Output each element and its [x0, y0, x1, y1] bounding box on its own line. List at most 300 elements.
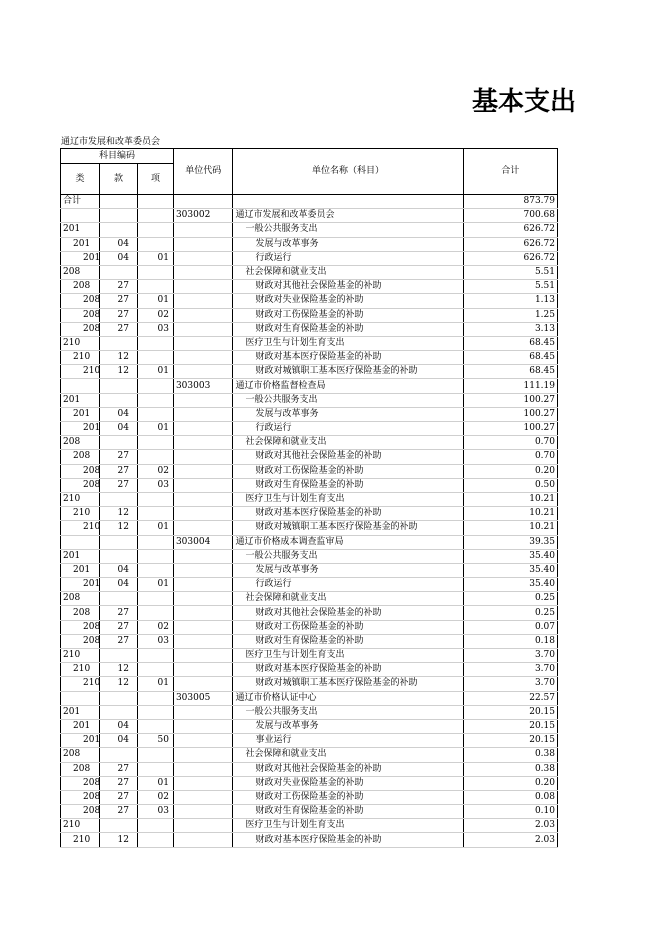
cell-total: 0.70: [463, 436, 558, 450]
header-xiang: 项: [138, 164, 174, 195]
cell-lei: 210: [61, 819, 100, 833]
cell-total: 20.15: [463, 719, 558, 733]
cell-unit-name: 通辽市价格认证中心: [233, 691, 463, 705]
cell-kuan: 27: [100, 450, 138, 464]
cell-unit-code: [173, 776, 233, 790]
cell-unit-name: 财政对城镇职工基本医疗保险基金的补助: [233, 521, 463, 535]
cell-xiang: [138, 592, 174, 606]
cell-lei: 210: [61, 677, 100, 691]
cell-total: 0.38: [463, 748, 558, 762]
cell-unit-code: [173, 606, 233, 620]
table-row: [61, 209, 558, 223]
cell-unit-code: [173, 790, 233, 804]
header-subject-code: 科目编码: [61, 149, 174, 164]
cell-unit-code: [173, 450, 233, 464]
cell-total: 626.72: [463, 223, 558, 237]
cell-unit-code: [173, 336, 233, 350]
cell-unit-name: 财政对城镇职工基本医疗保险基金的补助: [233, 365, 463, 379]
cell-unit-code: [173, 195, 233, 209]
cell-unit-name: 一般公共服务支出: [233, 223, 463, 237]
header-kuan: 款: [100, 164, 138, 195]
table-row: [61, 620, 558, 634]
table-row: [61, 592, 558, 606]
cell-unit-name: 行政运行: [233, 578, 463, 592]
table-row: [61, 450, 558, 464]
table-row: [61, 322, 558, 336]
header-unit-code: 单位代码: [173, 149, 233, 195]
table-row: [61, 308, 558, 322]
table-row: [61, 351, 558, 365]
cell-unit-code: [173, 478, 233, 492]
cell-kuan: 27: [100, 790, 138, 804]
table-row: [61, 663, 558, 677]
cell-kuan: [100, 195, 138, 209]
cell-lei: 210: [61, 663, 100, 677]
table-row: [61, 507, 558, 521]
cell-total: 5.51: [463, 280, 558, 294]
cell-unit-name: 财政对工伤保险基金的补助: [233, 308, 463, 322]
cell-kuan: 27: [100, 280, 138, 294]
cell-xiang: 02: [138, 308, 174, 322]
cell-kuan: 04: [100, 422, 138, 436]
cell-unit-code: [173, 649, 233, 663]
cell-unit-code: 303005: [173, 691, 233, 705]
cell-lei: 201: [61, 407, 100, 421]
cell-unit-name: 社会保障和就业支出: [233, 592, 463, 606]
cell-lei: 208: [61, 776, 100, 790]
cell-kuan: 04: [100, 734, 138, 748]
cell-lei: 208: [61, 762, 100, 776]
cell-unit-name: 财政对基本医疗保险基金的补助: [233, 351, 463, 365]
cell-unit-name: 一般公共服务支出: [233, 549, 463, 563]
cell-lei: 201: [61, 422, 100, 436]
cell-xiang: [138, 223, 174, 237]
cell-total: 700.68: [463, 209, 558, 223]
cell-xiang: [138, 209, 174, 223]
table-row: [61, 563, 558, 577]
cell-lei: 210: [61, 649, 100, 663]
cell-kuan: 12: [100, 351, 138, 365]
cell-xiang: 01: [138, 251, 174, 265]
cell-xiang: [138, 649, 174, 663]
table-row: [61, 734, 558, 748]
cell-kuan: 12: [100, 663, 138, 677]
cell-kuan: [100, 265, 138, 279]
table-row: [61, 762, 558, 776]
cell-lei: 201: [61, 719, 100, 733]
cell-kuan: [100, 379, 138, 393]
cell-unit-code: 303003: [173, 379, 233, 393]
cell-kuan: 12: [100, 833, 138, 847]
table-row: [61, 719, 558, 733]
cell-total: 626.72: [463, 251, 558, 265]
table-row: [61, 379, 558, 393]
cell-unit-name: 财政对生育保险基金的补助: [233, 322, 463, 336]
table-row: [61, 492, 558, 506]
cell-unit-name: [233, 195, 463, 209]
cell-total: 0.25: [463, 606, 558, 620]
cell-unit-name: 通辽市价格监督检查局: [233, 379, 463, 393]
budget-table: [60, 148, 558, 848]
cell-unit-code: [173, 563, 233, 577]
cell-unit-name: 发展与改革事务: [233, 719, 463, 733]
cell-total: 0.10: [463, 805, 558, 819]
cell-total: 2.03: [463, 819, 558, 833]
cell-unit-name: 医疗卫生与计划生育支出: [233, 336, 463, 350]
cell-kuan: 27: [100, 322, 138, 336]
cell-xiang: [138, 535, 174, 549]
cell-lei: 210: [61, 492, 100, 506]
cell-unit-name: 发展与改革事务: [233, 563, 463, 577]
cell-kuan: [100, 535, 138, 549]
cell-lei: 208: [61, 464, 100, 478]
cell-unit-name: 财政对生育保险基金的补助: [233, 805, 463, 819]
cell-kuan: 04: [100, 578, 138, 592]
cell-lei: 210: [61, 507, 100, 521]
cell-total: 10.21: [463, 521, 558, 535]
cell-kuan: [100, 748, 138, 762]
cell-kuan: 27: [100, 634, 138, 648]
cell-xiang: 01: [138, 776, 174, 790]
cell-total: 5.51: [463, 265, 558, 279]
cell-unit-name: 通辽市价格成本调查监审局: [233, 535, 463, 549]
cell-kuan: [100, 393, 138, 407]
cell-xiang: [138, 705, 174, 719]
cell-kuan: [100, 209, 138, 223]
cell-kuan: [100, 691, 138, 705]
cell-xiang: 01: [138, 677, 174, 691]
cell-unit-code: [173, 422, 233, 436]
cell-total: 22.57: [463, 691, 558, 705]
cell-xiang: [138, 265, 174, 279]
cell-lei: 208: [61, 436, 100, 450]
cell-xiang: 02: [138, 620, 174, 634]
cell-total: 0.08: [463, 790, 558, 804]
cell-xiang: [138, 195, 174, 209]
cell-total: 1.13: [463, 294, 558, 308]
cell-lei: 208: [61, 294, 100, 308]
cell-kuan: 27: [100, 464, 138, 478]
cell-total: 0.50: [463, 478, 558, 492]
cell-lei: [61, 209, 100, 223]
cell-lei: 208: [61, 620, 100, 634]
cell-kuan: 04: [100, 563, 138, 577]
cell-kuan: 04: [100, 237, 138, 251]
table-row: [61, 280, 558, 294]
table-row: [61, 223, 558, 237]
cell-unit-name: 财政对其他社会保险基金的补助: [233, 280, 463, 294]
cell-unit-name: 发展与改革事务: [233, 237, 463, 251]
header-lei: 类: [61, 164, 100, 195]
cell-lei: 210: [61, 336, 100, 350]
cell-unit-name: 医疗卫生与计划生育支出: [233, 819, 463, 833]
cell-lei: 208: [61, 478, 100, 492]
cell-unit-code: [173, 280, 233, 294]
cell-xiang: 02: [138, 464, 174, 478]
table-row: [61, 521, 558, 535]
cell-xiang: [138, 351, 174, 365]
cell-xiang: [138, 393, 174, 407]
report-title: 基本支出: [472, 87, 577, 117]
cell-kuan: 27: [100, 308, 138, 322]
table-row: [61, 634, 558, 648]
table-row: [61, 478, 558, 492]
cell-unit-code: 303004: [173, 535, 233, 549]
table-row: [61, 464, 558, 478]
cell-unit-name: 财政对生育保险基金的补助: [233, 634, 463, 648]
cell-lei: 合计: [61, 195, 100, 209]
cell-total: 111.19: [463, 379, 558, 393]
cell-lei: 201: [61, 251, 100, 265]
cell-unit-code: [173, 223, 233, 237]
cell-unit-name: 财政对工伤保险基金的补助: [233, 620, 463, 634]
cell-total: 39.35: [463, 535, 558, 549]
cell-xiang: [138, 549, 174, 563]
cell-unit-name: 财政对失业保险基金的补助: [233, 776, 463, 790]
cell-unit-code: [173, 492, 233, 506]
cell-unit-code: [173, 663, 233, 677]
cell-lei: 208: [61, 265, 100, 279]
cell-total: 3.70: [463, 649, 558, 663]
cell-kuan: 27: [100, 294, 138, 308]
table-row: [61, 833, 558, 847]
cell-lei: 208: [61, 805, 100, 819]
cell-total: 0.38: [463, 762, 558, 776]
organization-name: 通辽市发展和改革委员会: [61, 137, 161, 147]
cell-lei: 208: [61, 308, 100, 322]
cell-total: 20.15: [463, 705, 558, 719]
cell-xiang: [138, 691, 174, 705]
cell-unit-name: 财政对城镇职工基本医疗保险基金的补助: [233, 677, 463, 691]
cell-kuan: [100, 223, 138, 237]
cell-lei: 201: [61, 563, 100, 577]
table-row: [61, 705, 558, 719]
cell-lei: 210: [61, 365, 100, 379]
cell-unit-name: 财政对生育保险基金的补助: [233, 478, 463, 492]
cell-xiang: [138, 450, 174, 464]
cell-xiang: [138, 407, 174, 421]
cell-unit-code: [173, 265, 233, 279]
cell-total: 100.27: [463, 422, 558, 436]
table-row: [61, 436, 558, 450]
cell-unit-code: [173, 464, 233, 478]
cell-total: 0.20: [463, 464, 558, 478]
cell-unit-code: 303002: [173, 209, 233, 223]
cell-xiang: 01: [138, 422, 174, 436]
table-row: [61, 677, 558, 691]
table-row: [61, 365, 558, 379]
cell-kuan: [100, 705, 138, 719]
cell-unit-code: [173, 705, 233, 719]
cell-kuan: 27: [100, 776, 138, 790]
cell-unit-code: [173, 549, 233, 563]
cell-total: 0.70: [463, 450, 558, 464]
cell-unit-name: 发展与改革事务: [233, 407, 463, 421]
cell-unit-name: 财政对工伤保险基金的补助: [233, 464, 463, 478]
cell-total: 35.40: [463, 549, 558, 563]
cell-unit-name: 事业运行: [233, 734, 463, 748]
cell-lei: [61, 379, 100, 393]
cell-lei: 201: [61, 705, 100, 719]
cell-kuan: 27: [100, 805, 138, 819]
cell-total: 1.25: [463, 308, 558, 322]
cell-unit-name: 一般公共服务支出: [233, 393, 463, 407]
cell-unit-name: 行政运行: [233, 251, 463, 265]
cell-total: 3.13: [463, 322, 558, 336]
cell-kuan: 04: [100, 407, 138, 421]
cell-unit-name: 医疗卫生与计划生育支出: [233, 492, 463, 506]
table-row: [61, 251, 558, 265]
cell-unit-name: 医疗卫生与计划生育支出: [233, 649, 463, 663]
cell-unit-code: [173, 351, 233, 365]
cell-kuan: [100, 649, 138, 663]
cell-xiang: 03: [138, 322, 174, 336]
cell-unit-code: [173, 521, 233, 535]
cell-unit-name: 财政对其他社会保险基金的补助: [233, 450, 463, 464]
cell-total: 2.03: [463, 833, 558, 847]
cell-kuan: [100, 492, 138, 506]
cell-unit-code: [173, 719, 233, 733]
cell-xiang: [138, 436, 174, 450]
table-row: [61, 606, 558, 620]
cell-unit-code: [173, 620, 233, 634]
cell-xiang: 50: [138, 734, 174, 748]
cell-kuan: 12: [100, 677, 138, 691]
cell-lei: 208: [61, 322, 100, 336]
table-row: [61, 336, 558, 350]
cell-unit-code: [173, 237, 233, 251]
cell-lei: 208: [61, 450, 100, 464]
cell-lei: 208: [61, 748, 100, 762]
cell-xiang: [138, 336, 174, 350]
cell-total: 68.45: [463, 365, 558, 379]
cell-unit-name: 财政对基本医疗保险基金的补助: [233, 833, 463, 847]
cell-total: 68.45: [463, 336, 558, 350]
cell-lei: 208: [61, 790, 100, 804]
cell-unit-code: [173, 677, 233, 691]
cell-unit-code: [173, 578, 233, 592]
cell-total: 3.70: [463, 677, 558, 691]
cell-total: 20.15: [463, 734, 558, 748]
table-row: [61, 393, 558, 407]
cell-lei: 208: [61, 634, 100, 648]
cell-xiang: 03: [138, 634, 174, 648]
cell-xiang: 02: [138, 790, 174, 804]
table-row: [61, 578, 558, 592]
cell-unit-name: 财政对失业保险基金的补助: [233, 294, 463, 308]
table-row: [61, 691, 558, 705]
cell-xiang: [138, 819, 174, 833]
table-row: [61, 265, 558, 279]
cell-lei: 201: [61, 237, 100, 251]
cell-lei: [61, 535, 100, 549]
table-row: [61, 649, 558, 663]
cell-lei: [61, 691, 100, 705]
cell-xiang: 01: [138, 521, 174, 535]
cell-xiang: [138, 748, 174, 762]
cell-kuan: 04: [100, 719, 138, 733]
cell-total: 100.27: [463, 393, 558, 407]
cell-xiang: 03: [138, 478, 174, 492]
cell-kuan: 12: [100, 507, 138, 521]
cell-unit-code: [173, 407, 233, 421]
table-row: [61, 748, 558, 762]
cell-unit-code: [173, 308, 233, 322]
cell-total: 0.18: [463, 634, 558, 648]
cell-unit-name: 财政对其他社会保险基金的补助: [233, 606, 463, 620]
cell-lei: 210: [61, 351, 100, 365]
table-row: [61, 819, 558, 833]
cell-xiang: [138, 507, 174, 521]
cell-xiang: [138, 379, 174, 393]
cell-unit-code: [173, 833, 233, 847]
cell-xiang: 01: [138, 365, 174, 379]
table-row: [61, 407, 558, 421]
cell-lei: 210: [61, 521, 100, 535]
cell-unit-name: 社会保障和就业支出: [233, 436, 463, 450]
cell-unit-name: 行政运行: [233, 422, 463, 436]
cell-total: 873.79: [463, 195, 558, 209]
cell-lei: 201: [61, 578, 100, 592]
cell-kuan: [100, 819, 138, 833]
cell-xiang: [138, 719, 174, 733]
cell-total: 100.27: [463, 407, 558, 421]
cell-xiang: [138, 762, 174, 776]
cell-kuan: 12: [100, 365, 138, 379]
cell-unit-code: [173, 251, 233, 265]
cell-unit-code: [173, 322, 233, 336]
cell-total: 0.20: [463, 776, 558, 790]
table-row: [61, 237, 558, 251]
table-row: [61, 294, 558, 308]
table-row: [61, 195, 558, 209]
cell-xiang: [138, 237, 174, 251]
table-row: [61, 805, 558, 819]
cell-total: 10.21: [463, 492, 558, 506]
cell-kuan: 27: [100, 620, 138, 634]
cell-unit-code: [173, 592, 233, 606]
header-row: [61, 149, 558, 164]
cell-kuan: [100, 436, 138, 450]
table-row: [61, 549, 558, 563]
cell-lei: 201: [61, 734, 100, 748]
cell-kuan: 27: [100, 606, 138, 620]
cell-lei: 201: [61, 393, 100, 407]
cell-xiang: [138, 833, 174, 847]
cell-total: 3.70: [463, 663, 558, 677]
cell-xiang: 03: [138, 805, 174, 819]
cell-unit-name: 财政对基本医疗保险基金的补助: [233, 663, 463, 677]
table-row: [61, 776, 558, 790]
cell-xiang: [138, 563, 174, 577]
cell-unit-code: [173, 294, 233, 308]
cell-lei: 208: [61, 592, 100, 606]
cell-unit-name: 财政对工伤保险基金的补助: [233, 790, 463, 804]
cell-xiang: 01: [138, 294, 174, 308]
cell-kuan: 04: [100, 251, 138, 265]
cell-xiang: [138, 606, 174, 620]
cell-unit-code: [173, 436, 233, 450]
cell-kuan: 12: [100, 521, 138, 535]
cell-unit-name: 通辽市发展和改革委员会: [233, 209, 463, 223]
cell-xiang: 01: [138, 578, 174, 592]
cell-lei: 201: [61, 223, 100, 237]
cell-total: 68.45: [463, 351, 558, 365]
cell-xiang: [138, 280, 174, 294]
cell-unit-code: [173, 393, 233, 407]
cell-total: 10.21: [463, 507, 558, 521]
cell-kuan: 27: [100, 478, 138, 492]
